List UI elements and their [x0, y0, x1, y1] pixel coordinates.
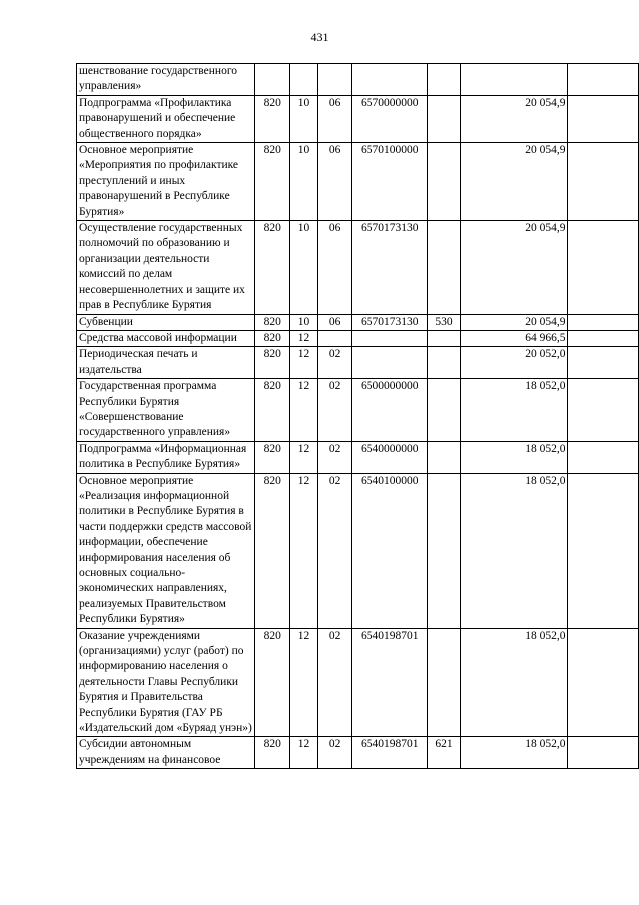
- expense-type-cell: [428, 379, 461, 442]
- target-article-cell: 6500000000: [352, 379, 428, 442]
- grbs-code-cell: 820: [255, 737, 290, 769]
- expense-type-cell: [428, 441, 461, 473]
- table-row: [77, 314, 639, 330]
- table-row: [77, 347, 639, 379]
- subsection-code-cell: 06: [317, 143, 352, 221]
- table-row: [77, 330, 639, 346]
- item-name-cell: Субсидии автономным учреждениям на финансовое: [77, 737, 255, 769]
- item-name-cell: Средства массовой информации: [77, 330, 255, 346]
- section-code-cell: 12: [290, 330, 318, 346]
- table-row: [77, 441, 639, 473]
- subsection-code-cell: 02: [317, 628, 352, 737]
- section-code-cell: 10: [290, 95, 318, 142]
- extra-cell: [568, 379, 639, 442]
- extra-cell: [568, 64, 639, 96]
- section-code-cell: 12: [290, 347, 318, 379]
- amount-cell: 20 054,9: [460, 314, 568, 330]
- grbs-code-cell: 820: [255, 221, 290, 314]
- table-row: [77, 473, 639, 628]
- section-code-cell: 10: [290, 143, 318, 221]
- target-article-cell: 6540198701: [352, 628, 428, 737]
- grbs-code-cell: 820: [255, 628, 290, 737]
- subsection-code-cell: 02: [317, 441, 352, 473]
- amount-cell: 18 052,0: [460, 379, 568, 442]
- target-article-cell: [352, 330, 428, 346]
- item-name-cell: Основное мероприятие «Реализация информационной политики в Республике Бурятия в части поддержки средств массовой информации, обеспечение информирования населения об основных социально-экономических направлениях, реализуемых Правительством Республики Бурятия»: [77, 473, 255, 628]
- amount-cell: 20 054,9: [460, 143, 568, 221]
- section-code-cell: 12: [290, 737, 318, 769]
- grbs-code-cell: [255, 64, 290, 96]
- subsection-code-cell: 06: [317, 221, 352, 314]
- target-article-cell: 6570173130: [352, 221, 428, 314]
- table-row: [77, 628, 639, 737]
- extra-cell: [568, 473, 639, 628]
- grbs-code-cell: 820: [255, 441, 290, 473]
- section-code-cell: 12: [290, 473, 318, 628]
- expense-type-cell: [428, 473, 461, 628]
- section-code-cell: 10: [290, 221, 318, 314]
- item-name-cell: Государственная программа Республики Бурятия «Совершенствование государственного управления»: [77, 379, 255, 442]
- target-article-cell: [352, 347, 428, 379]
- expense-type-cell: [428, 347, 461, 379]
- item-name-cell: Осуществление государственных полномочий по образованию и организации деятельности комиссий по делам несовершеннолетних и защите их прав в Республике Бурятия: [77, 221, 255, 314]
- table-row: [77, 221, 639, 314]
- grbs-code-cell: 820: [255, 347, 290, 379]
- item-name-cell: Периодическая печать и издательства: [77, 347, 255, 379]
- table-row: [77, 143, 639, 221]
- grbs-code-cell: 820: [255, 95, 290, 142]
- subsection-code-cell: [317, 64, 352, 96]
- target-article-cell: 6570173130: [352, 314, 428, 330]
- grbs-code-cell: 820: [255, 473, 290, 628]
- subsection-code-cell: 02: [317, 379, 352, 442]
- subsection-code-cell: 02: [317, 473, 352, 628]
- table-row: [77, 64, 639, 96]
- subsection-code-cell: 06: [317, 314, 352, 330]
- amount-cell: 18 052,0: [460, 473, 568, 628]
- amount-cell: 20 054,9: [460, 95, 568, 142]
- extra-cell: [568, 628, 639, 737]
- target-article-cell: 6570100000: [352, 143, 428, 221]
- item-name-cell: шенствование государственного управления»: [77, 64, 255, 96]
- grbs-code-cell: 820: [255, 330, 290, 346]
- page-number: 431: [310, 30, 329, 44]
- amount-cell: 20 052,0: [460, 347, 568, 379]
- extra-cell: [568, 737, 639, 769]
- target-article-cell: 6540100000: [352, 473, 428, 628]
- section-code-cell: 12: [290, 379, 318, 442]
- expense-type-cell: [428, 628, 461, 737]
- amount-cell: 18 052,0: [460, 628, 568, 737]
- expense-type-cell: [428, 143, 461, 221]
- section-code-cell: [290, 64, 318, 96]
- subsection-code-cell: 06: [317, 95, 352, 142]
- grbs-code-cell: 820: [255, 314, 290, 330]
- subsection-code-cell: 02: [317, 347, 352, 379]
- extra-cell: [568, 143, 639, 221]
- grbs-code-cell: 820: [255, 143, 290, 221]
- item-name-cell: Подпрограмма «Информационная политика в Республике Бурятия»: [77, 441, 255, 473]
- expense-type-cell: [428, 64, 461, 96]
- grbs-code-cell: 820: [255, 379, 290, 442]
- table-row: [77, 95, 639, 142]
- item-name-cell: Основное мероприятие «Мероприятия по профилактике преступлений и иных правонарушений в Республике Бурятия»: [77, 143, 255, 221]
- extra-cell: [568, 347, 639, 379]
- expense-type-cell: [428, 330, 461, 346]
- section-code-cell: 12: [290, 628, 318, 737]
- expense-type-cell: [428, 95, 461, 142]
- extra-cell: [568, 441, 639, 473]
- target-article-cell: 6540000000: [352, 441, 428, 473]
- amount-cell: 20 054,9: [460, 221, 568, 314]
- extra-cell: [568, 330, 639, 346]
- expense-type-cell: 621: [428, 737, 461, 769]
- extra-cell: [568, 95, 639, 142]
- expense-type-cell: [428, 221, 461, 314]
- extra-cell: [568, 221, 639, 314]
- target-article-cell: 6570000000: [352, 95, 428, 142]
- item-name-cell: Подпрограмма «Профилактика правонарушений и обеспечение общественного порядка»: [77, 95, 255, 142]
- target-article-cell: [352, 64, 428, 96]
- amount-cell: 18 052,0: [460, 737, 568, 769]
- expense-type-cell: 530: [428, 314, 461, 330]
- table-row: [77, 379, 639, 442]
- amount-cell: 18 052,0: [460, 441, 568, 473]
- subsection-code-cell: 02: [317, 737, 352, 769]
- section-code-cell: 10: [290, 314, 318, 330]
- item-name-cell: Субвенции: [77, 314, 255, 330]
- subsection-code-cell: [317, 330, 352, 346]
- section-code-cell: 12: [290, 441, 318, 473]
- item-name-cell: Оказание учреждениями (организациями) услуг (работ) по информированию населения о деятельности Главы Республики Бурятия и Правительства Республики Бурятия (ГАУ РБ «Издательский дом «Буряад унэн»): [77, 628, 255, 737]
- amount-cell: [460, 64, 568, 96]
- extra-cell: [568, 314, 639, 330]
- amount-cell: 64 966,5: [460, 330, 568, 346]
- table-row: [77, 737, 639, 769]
- budget-table: [76, 63, 639, 769]
- target-article-cell: 6540198701: [352, 737, 428, 769]
- budget-table-body: [77, 64, 639, 769]
